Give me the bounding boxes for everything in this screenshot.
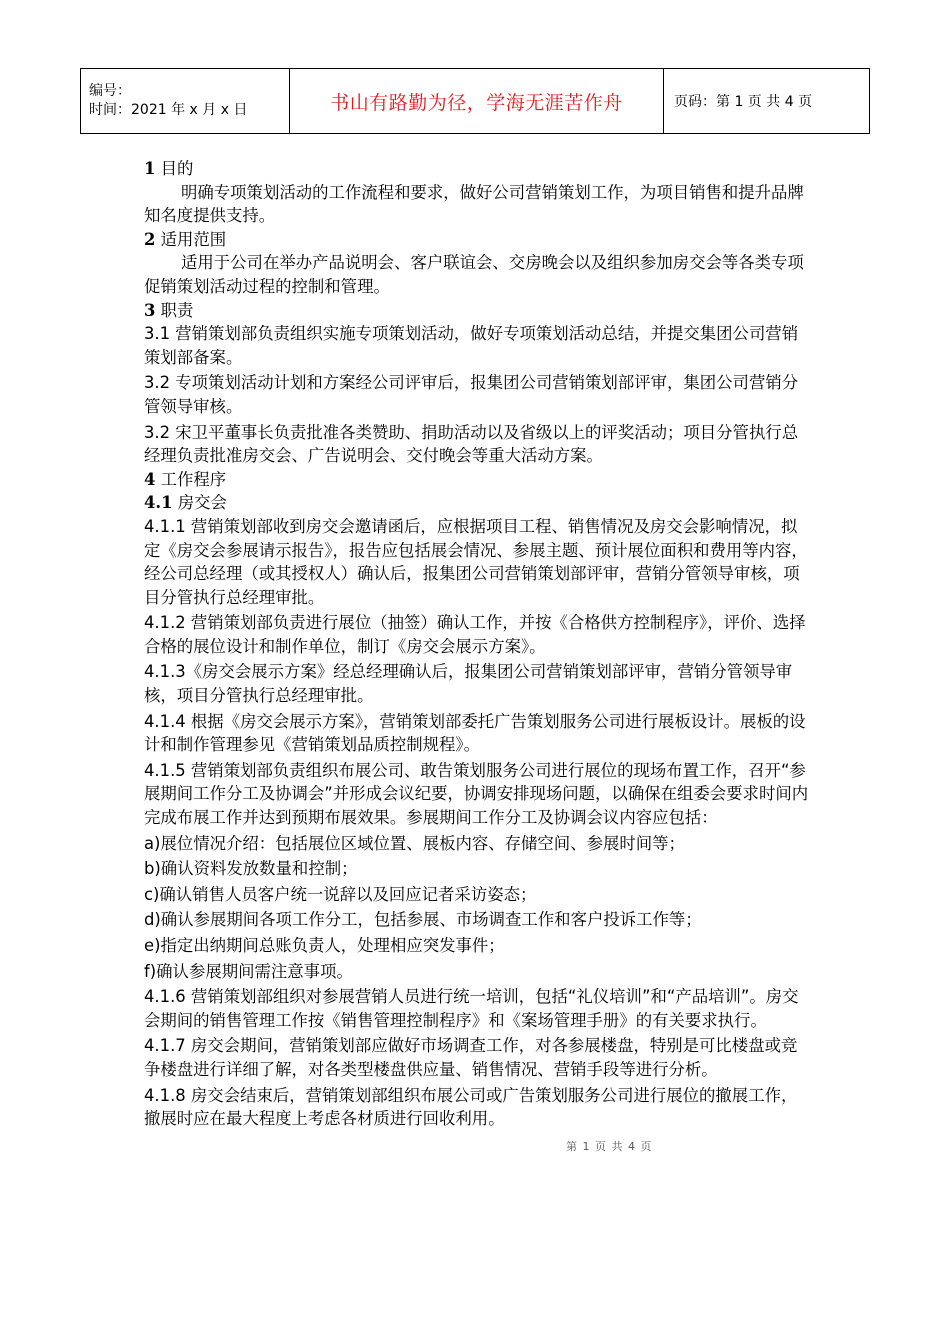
header-page-info: 页码：第 1 页 共 4 页 xyxy=(664,69,870,134)
paragraph: 4.1.8 房交会结束后，营销策划部组织布展公司或广告策划服务公司进行展位的撤展工作，撤展时应在最大程度上考虑各材质进行回收利用。 xyxy=(144,1085,798,1129)
paragraph: 3.2 专项策划活动计划和方案经公司评审后，报集团公司营销策划部评审，集团公司营销分管领导审核。 xyxy=(144,373,799,416)
paragraph: 3.2 宋卫平董事长负责批准各类赞助、捐助活动以及省级以上的评奖活动；项目分管执行总经理负责批准房交会、广告说明会、交付晚会等重大活动方案。 xyxy=(144,422,799,466)
list-item: b)确认资料发放数量和控制； xyxy=(144,859,358,879)
list-item: f)确认参展期间需注意事项。 xyxy=(144,961,353,981)
section-title: 适用范围 xyxy=(160,229,227,249)
section-number: 4.1 xyxy=(144,493,173,513)
document-date-label: 时间：2021 年 x 月 x 日 xyxy=(89,102,248,118)
list-item: e)指定出纳期间总账负责人，处理相应突发事件； xyxy=(144,936,505,955)
document-header xyxy=(80,68,870,134)
paragraph: 4.1.5 营销策划部负责组织布展公司、敢告策划服务公司进行展位的现场布置工作，召开“参展期间工作分工及协调会”并形成会议纪要，协调安排现场问题，以确保在组委会要求时间内完成布展工作并达到预期布展效果。参展期间工作分工及协调会议内容应包括： xyxy=(144,760,809,828)
section-heading-4 xyxy=(144,468,812,492)
section-heading-1 xyxy=(144,157,812,181)
paragraph: 4.1.3《房交会展示方案》经总经理确认后，报集团公司营销策划部评审，营销分管领导审核，项目分管执行总经理审批。 xyxy=(144,662,793,706)
paragraph: 4.1.2 营销策划部负责进行展位（抽签）确认工作，并按《合格供方控制程序》，评价、选择合格的展位设计和制作单位，制订《房交会展示方案》。 xyxy=(144,613,806,656)
subsection-heading-4-1 xyxy=(144,491,812,515)
document-body xyxy=(144,157,812,1131)
section-title: 职责 xyxy=(160,300,194,320)
section-title: 工作程序 xyxy=(160,469,227,489)
paragraph: 适用于公司在举办产品说明会、客户联谊会、交房晚会以及组织参加房交会等各类专项促销策划活动过程的控制和管理。 xyxy=(144,253,804,296)
section-number: 4 xyxy=(144,469,156,489)
paragraph: 3.1 营销策划部负责组织实施专项策划活动，做好专项策划活动总结，并提交集团公司营销策划部备案。 xyxy=(144,324,799,367)
paragraph: 4.1.6 营销策划部组织对参展营销人员进行统一培训，包括“礼仪培训”和“产品培训”。房交会期间的销售管理工作按《销售管理控制程序》和《案场管理手册》的有关要求执行。 xyxy=(144,987,799,1030)
paragraph: 明确专项策划活动的工作流程和要求，做好公司营销策划工作，为项目销售和提升品牌知名度提供支持。 xyxy=(144,182,804,226)
header-motto: 书山有路勤为径，学海无涯苦作舟 xyxy=(290,69,664,134)
list-item: d)确认参展期间各项工作分工，包括参展、市场调查工作和客户投诉工作等； xyxy=(144,910,702,930)
section-heading-2 xyxy=(144,228,812,252)
header-meta-cell xyxy=(81,69,290,134)
section-number: 1 xyxy=(144,159,156,178)
list-item: c)确认销售人员客户统一说辞以及回应记者采访姿态； xyxy=(144,884,537,904)
list-item: a)展位情况介绍：包括展位区域位置、展板内容、存储空间、参展时间等； xyxy=(144,833,685,853)
section-title: 房交会 xyxy=(177,493,227,513)
document-number-label: 编号： xyxy=(89,83,131,99)
paragraph: 4.1.7 房交会期间，营销策划部应做好市场调查工作，对各参展楼盘，特别是可比楼盘或竞争楼盘进行详细了解，对各类型楼盘供应量、销售情况、营销手段等进行分析。 xyxy=(144,1036,798,1079)
page-number-overlay: 第 1 页 共 4 页 xyxy=(566,1140,653,1153)
section-number: 2 xyxy=(144,229,156,249)
section-number: 3 xyxy=(144,300,156,320)
section-heading-3 xyxy=(144,299,812,323)
paragraph: 4.1.1 营销策划部收到房交会邀请函后，应根据项目工程、销售情况及房交会影响情况，拟定《房交会参展请示报告》，报告应包括展会情况、参展主题、预计展位面积和费用等内容，经公司总经理（或其授权人）确认后，报集团公司营销策划部评审，营销分管领导审核，项目分管执行总经理审批。 xyxy=(144,516,808,607)
paragraph: 4.1.4 根据《房交会展示方案》，营销策划部委托广告策划服务公司进行展板设计。展板的设计和制作管理参见《营销策划品质控制规程》。 xyxy=(144,711,806,755)
section-title: 目的 xyxy=(160,159,194,178)
